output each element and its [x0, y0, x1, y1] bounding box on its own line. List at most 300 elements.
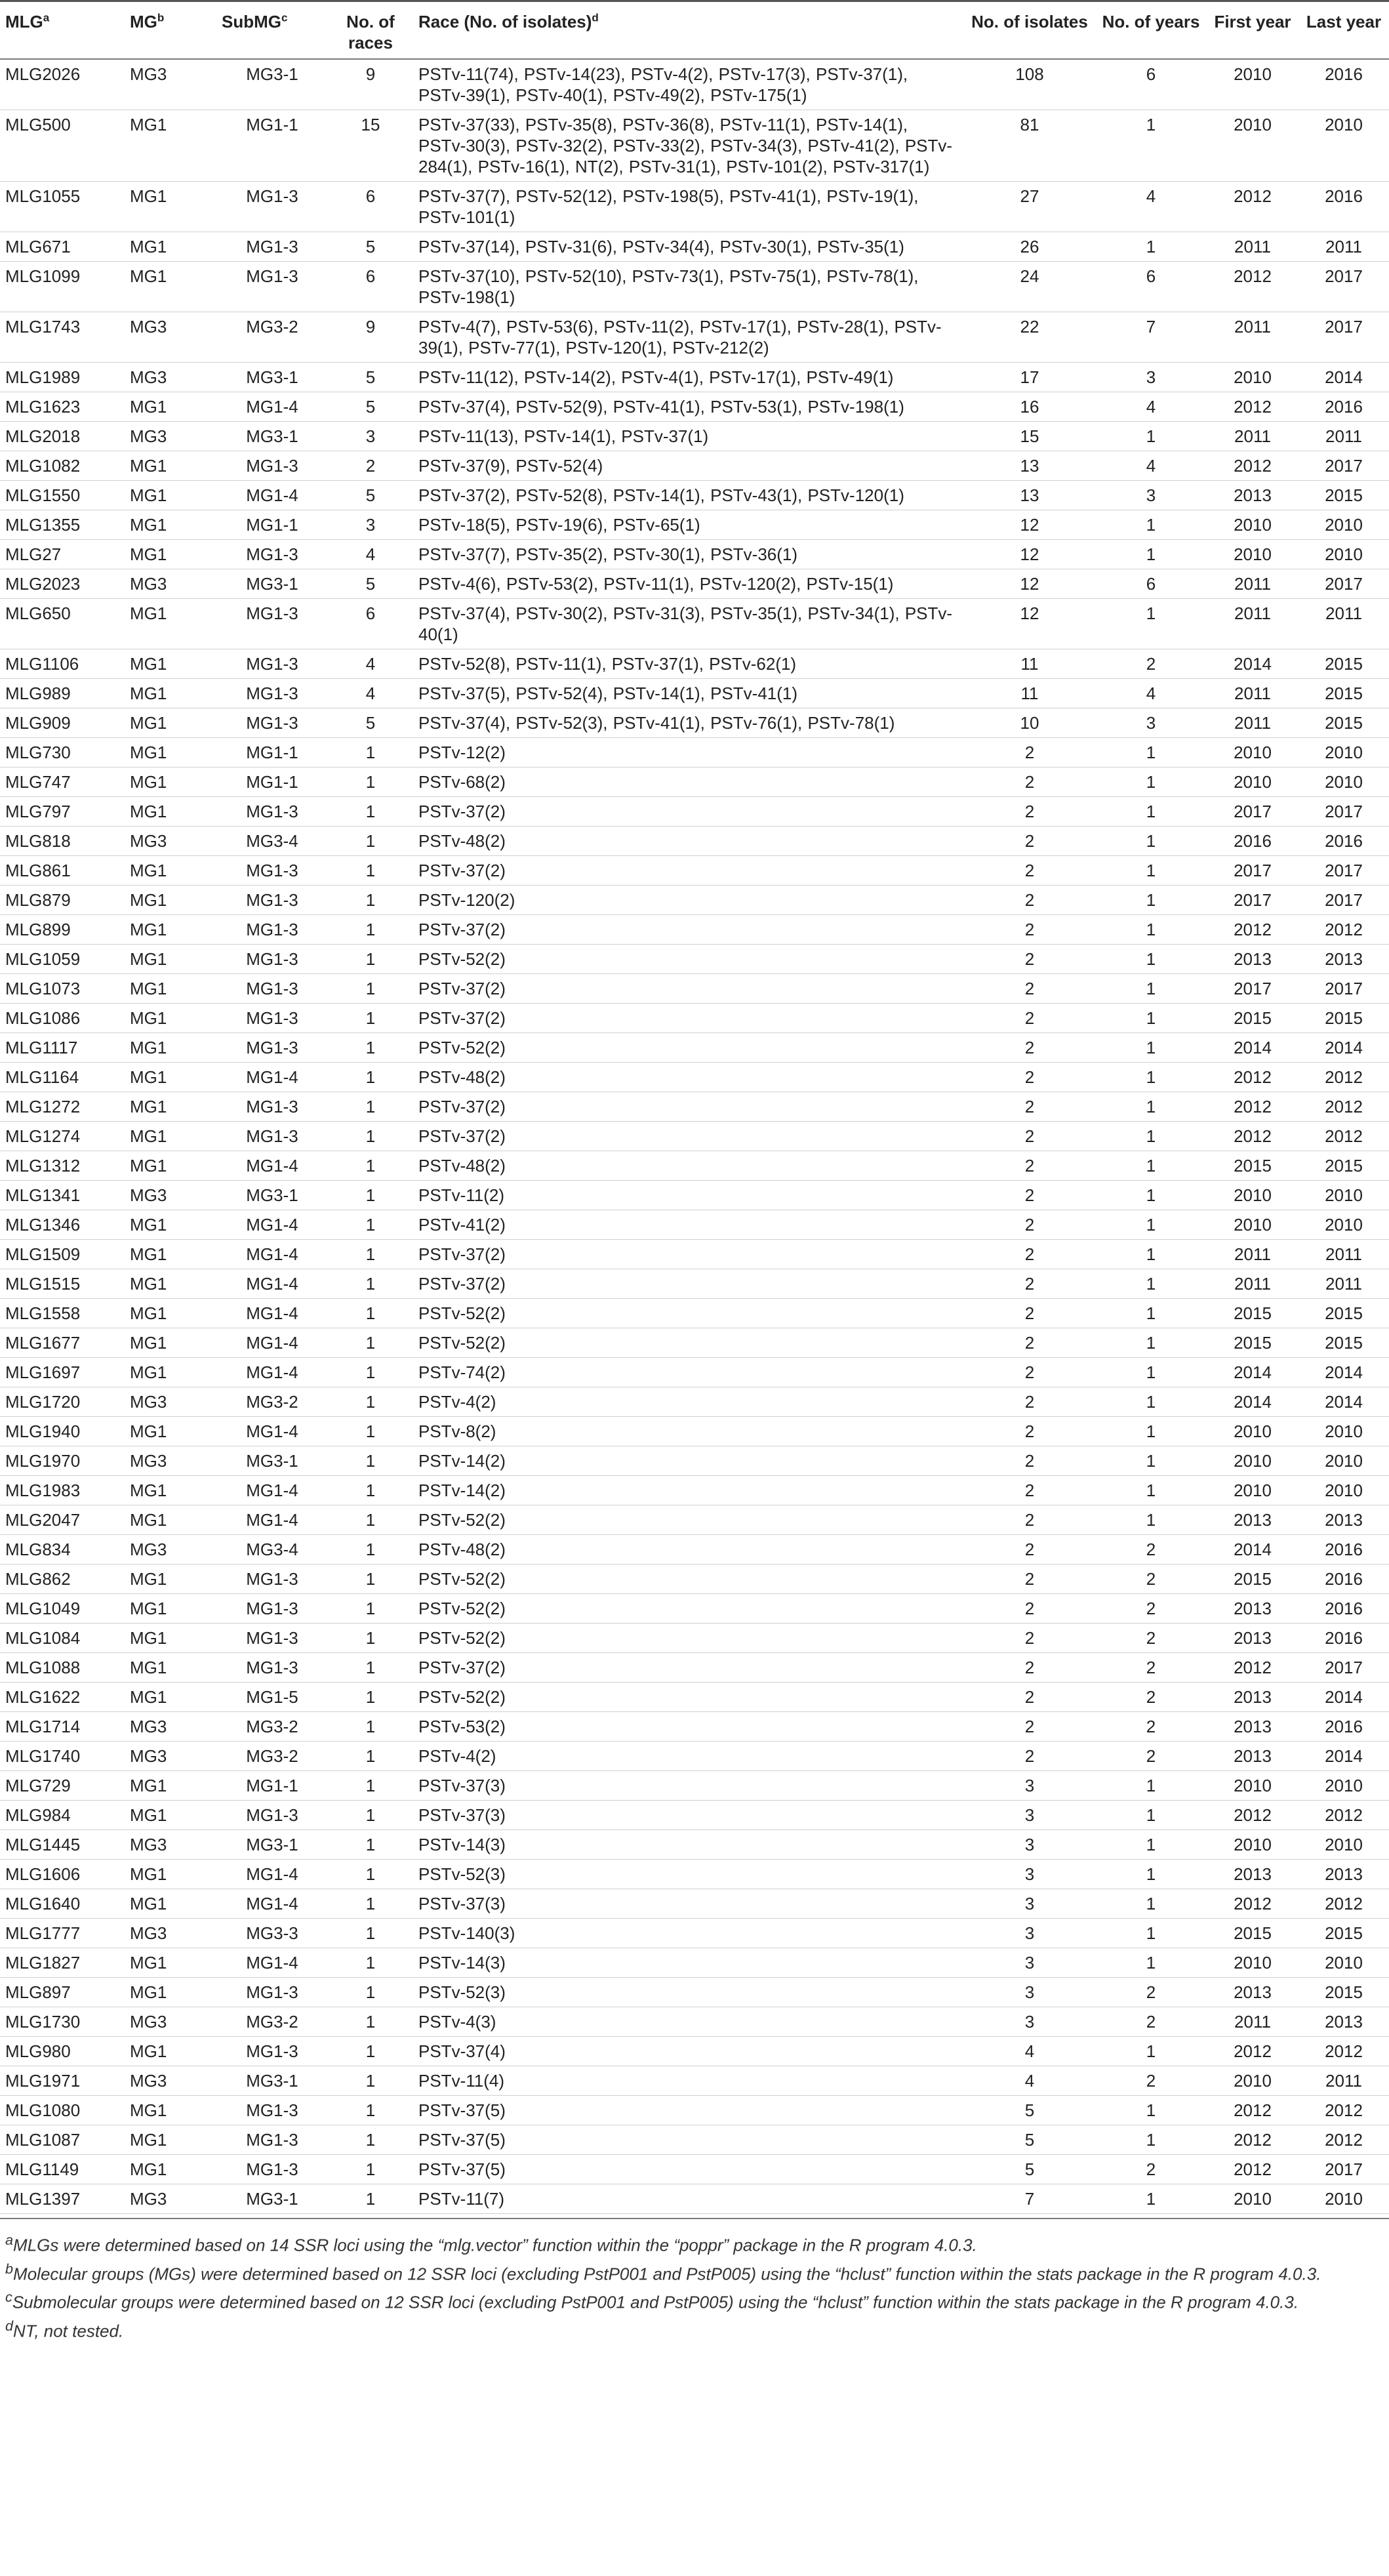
cell-first-year: 2010	[1207, 1771, 1298, 1801]
cell-mg: MG1	[125, 649, 216, 679]
cell-no-of-years: 1	[1095, 1122, 1207, 1151]
cell-no-of-years: 3	[1095, 363, 1207, 392]
cell-submg: MG1-1	[216, 738, 328, 767]
cell-last-year: 2010	[1298, 1181, 1389, 1210]
cell-race: PSTv-53(2)	[413, 1712, 964, 1742]
cell-first-year: 2013	[1207, 1624, 1298, 1653]
cell-mlg: MLG1989	[0, 363, 125, 392]
table-row	[0, 1830, 1389, 1860]
cell-last-year: 2016	[1298, 1712, 1389, 1742]
header-race: Race (No. of isolates)$^d$	[413, 1, 964, 60]
cell-no-of-years: 1	[1095, 1889, 1207, 1919]
cell-first-year: 2013	[1207, 1860, 1298, 1889]
cell-mg: MG1	[125, 481, 216, 510]
cell-mg: MG1	[125, 679, 216, 708]
cell-race: PSTv-52(2)	[413, 1328, 964, 1358]
header-no-of-isolates: No. of isolates	[964, 1, 1095, 60]
cell-submg: MG1-3	[216, 856, 328, 886]
cell-last-year: 2014	[1298, 363, 1389, 392]
cell-no-of-races: 1	[328, 1594, 413, 1624]
cell-submg: MG1-3	[216, 679, 328, 708]
cell-submg: MG1-3	[216, 599, 328, 649]
cell-submg: MG3-3	[216, 1919, 328, 1948]
cell-mg: MG3	[125, 1830, 216, 1860]
cell-race: PSTv-52(2)	[413, 1033, 964, 1063]
cell-mlg: MLG862	[0, 1564, 125, 1594]
table-row	[0, 1919, 1389, 1948]
cell-no-of-isolates: 2	[964, 1210, 1095, 1240]
cell-first-year: 2012	[1207, 1122, 1298, 1151]
cell-race: PSTv-11(2)	[413, 1181, 964, 1210]
cell-first-year: 2010	[1207, 1446, 1298, 1476]
cell-mg: MG3	[125, 1535, 216, 1564]
table-row	[0, 1446, 1389, 1476]
cell-mlg: MLG1312	[0, 1151, 125, 1181]
cell-no-of-races: 4	[328, 649, 413, 679]
cell-mlg: MLG1940	[0, 1417, 125, 1446]
table-row	[0, 1387, 1389, 1417]
cell-last-year: 2010	[1298, 110, 1389, 182]
cell-mg: MG1	[125, 1889, 216, 1919]
table-row	[0, 2066, 1389, 2096]
cell-last-year: 2016	[1298, 392, 1389, 422]
cell-first-year: 2012	[1207, 2125, 1298, 2155]
cell-mg: MG1	[125, 2037, 216, 2066]
cell-race: PSTv-37(7), PSTv-52(12), PSTv-198(5), PSTv-41(1), PSTv-19(1), PSTv-101(1)	[413, 182, 964, 232]
cell-no-of-isolates: 2	[964, 1151, 1095, 1181]
cell-no-of-races: 2	[328, 451, 413, 481]
cell-no-of-isolates: 2	[964, 1387, 1095, 1417]
cell-mlg: MLG2018	[0, 422, 125, 451]
cell-no-of-isolates: 12	[964, 510, 1095, 540]
cell-mg: MG3	[125, 422, 216, 451]
cell-no-of-races: 1	[328, 856, 413, 886]
cell-submg: MG1-3	[216, 708, 328, 738]
cell-first-year: 2010	[1207, 1181, 1298, 1210]
cell-mlg: MLG1059	[0, 945, 125, 974]
cell-mlg: MLG730	[0, 738, 125, 767]
cell-first-year: 2014	[1207, 1033, 1298, 1063]
cell-no-of-races: 1	[328, 1446, 413, 1476]
cell-first-year: 2012	[1207, 2037, 1298, 2066]
cell-race: PSTv-37(2)	[413, 915, 964, 945]
cell-mlg: MLG1080	[0, 2096, 125, 2125]
cell-no-of-years: 2	[1095, 1564, 1207, 1594]
cell-no-of-isolates: 13	[964, 451, 1095, 481]
cell-race: PSTv-8(2)	[413, 1417, 964, 1446]
cell-no-of-races: 1	[328, 1948, 413, 1978]
table-row	[0, 1624, 1389, 1653]
cell-submg: MG3-4	[216, 1535, 328, 1564]
cell-first-year: 2010	[1207, 59, 1298, 110]
table-row	[0, 708, 1389, 738]
cell-no-of-years: 1	[1095, 1240, 1207, 1269]
table-row	[0, 2007, 1389, 2037]
cell-no-of-isolates: 3	[964, 1919, 1095, 1948]
cell-last-year: 2011	[1298, 2066, 1389, 2096]
cell-no-of-races: 1	[328, 1063, 413, 1092]
cell-last-year: 2014	[1298, 1387, 1389, 1417]
cell-last-year: 2012	[1298, 1889, 1389, 1919]
cell-race: PSTv-68(2)	[413, 767, 964, 797]
cell-first-year: 2011	[1207, 422, 1298, 451]
table-row	[0, 1889, 1389, 1919]
cell-first-year: 2011	[1207, 2007, 1298, 2037]
footnote-a: $^a$MLGs were determined based on 14 SSR loci using the “mlg.vector” function within the “poppr” package in the R program 4.0.3.	[5, 2232, 977, 2255]
cell-submg: MG3-1	[216, 1181, 328, 1210]
cell-race: PSTv-11(7)	[413, 2184, 964, 2214]
cell-race: PSTv-18(5), PSTv-19(6), PSTv-65(1)	[413, 510, 964, 540]
cell-mg: MG1	[125, 1860, 216, 1889]
cell-mg: MG1	[125, 1210, 216, 1240]
cell-no-of-races: 3	[328, 510, 413, 540]
cell-mg: MG1	[125, 915, 216, 945]
cell-mlg: MLG1106	[0, 649, 125, 679]
cell-mg: MG3	[125, 1181, 216, 1210]
cell-no-of-races: 3	[328, 422, 413, 451]
cell-first-year: 2011	[1207, 232, 1298, 262]
cell-submg: MG1-3	[216, 1801, 328, 1830]
cell-no-of-isolates: 2	[964, 1742, 1095, 1771]
cell-race: PSTv-4(3)	[413, 2007, 964, 2037]
cell-first-year: 2016	[1207, 827, 1298, 856]
cell-mlg: MLG1117	[0, 1033, 125, 1063]
cell-mg: MG3	[125, 1919, 216, 1948]
cell-race: PSTv-37(2)	[413, 1122, 964, 1151]
cell-no-of-isolates: 2	[964, 915, 1095, 945]
cell-no-of-isolates: 81	[964, 110, 1095, 182]
cell-submg: MG1-4	[216, 392, 328, 422]
cell-submg: MG1-5	[216, 1683, 328, 1712]
cell-first-year: 2012	[1207, 262, 1298, 312]
cell-mg: MG1	[125, 1683, 216, 1712]
cell-race: PSTv-14(2)	[413, 1476, 964, 1505]
cell-last-year: 2017	[1298, 2155, 1389, 2184]
cell-last-year: 2011	[1298, 232, 1389, 262]
cell-no-of-races: 5	[328, 569, 413, 599]
table-row	[0, 1535, 1389, 1564]
cell-race: PSTv-11(13), PSTv-14(1), PSTv-37(1)	[413, 422, 964, 451]
cell-no-of-races: 1	[328, 1978, 413, 2007]
table-row	[0, 110, 1389, 182]
cell-mg: MG1	[125, 886, 216, 915]
cell-mlg: MLG1730	[0, 2007, 125, 2037]
cell-no-of-races: 1	[328, 2125, 413, 2155]
cell-submg: MG1-3	[216, 1122, 328, 1151]
cell-mg: MG1	[125, 2155, 216, 2184]
cell-submg: MG3-2	[216, 1712, 328, 1742]
cell-no-of-races: 1	[328, 1269, 413, 1299]
cell-no-of-races: 9	[328, 312, 413, 363]
cell-submg: MG1-3	[216, 2125, 328, 2155]
cell-submg: MG1-3	[216, 1978, 328, 2007]
cell-mg: MG1	[125, 1476, 216, 1505]
cell-no-of-races: 1	[328, 2007, 413, 2037]
cell-mlg: MLG1073	[0, 974, 125, 1004]
cell-race: PSTv-37(2)	[413, 797, 964, 827]
cell-submg: MG1-4	[216, 1860, 328, 1889]
cell-no-of-races: 1	[328, 1771, 413, 1801]
cell-no-of-races: 1	[328, 1417, 413, 1446]
cell-mg: MG1	[125, 1092, 216, 1122]
cell-race: PSTv-48(2)	[413, 1151, 964, 1181]
cell-submg: MG3-1	[216, 59, 328, 110]
cell-last-year: 2012	[1298, 1801, 1389, 1830]
table-row	[0, 2037, 1389, 2066]
cell-race: PSTv-4(6), PSTv-53(2), PSTv-11(1), PSTv-120(2), PSTv-15(1)	[413, 569, 964, 599]
cell-mlg: MLG1086	[0, 1004, 125, 1033]
cell-mlg: MLG980	[0, 2037, 125, 2066]
cell-first-year: 2012	[1207, 392, 1298, 422]
cell-last-year: 2016	[1298, 1594, 1389, 1624]
cell-mg: MG1	[125, 540, 216, 569]
cell-submg: MG3-1	[216, 422, 328, 451]
cell-race: PSTv-52(2)	[413, 1683, 964, 1712]
cell-submg: MG1-3	[216, 2096, 328, 2125]
cell-race: PSTv-52(2)	[413, 1594, 964, 1624]
cell-mg: MG1	[125, 767, 216, 797]
cell-last-year: 2010	[1298, 1476, 1389, 1505]
cell-last-year: 2010	[1298, 738, 1389, 767]
cell-submg: MG1-3	[216, 182, 328, 232]
cell-race: PSTv-37(2)	[413, 1653, 964, 1683]
table-row	[0, 1978, 1389, 2007]
cell-race: PSTv-14(3)	[413, 1948, 964, 1978]
cell-race: PSTv-52(2)	[413, 1505, 964, 1535]
table-row	[0, 312, 1389, 363]
cell-no-of-isolates: 5	[964, 2096, 1095, 2125]
cell-mg: MG1	[125, 1653, 216, 1683]
cell-race: PSTv-37(4), PSTv-30(2), PSTv-31(3), PSTv-35(1), PSTv-34(1), PSTv-40(1)	[413, 599, 964, 649]
cell-no-of-isolates: 2	[964, 1269, 1095, 1299]
cell-mlg: MLG1720	[0, 1387, 125, 1417]
cell-no-of-races: 1	[328, 1122, 413, 1151]
cell-mg: MG1	[125, 1564, 216, 1594]
cell-mlg: MLG2026	[0, 59, 125, 110]
table-row	[0, 1417, 1389, 1446]
table-row	[0, 767, 1389, 797]
cell-no-of-isolates: 27	[964, 182, 1095, 232]
cell-no-of-isolates: 2	[964, 1683, 1095, 1712]
cell-last-year: 2013	[1298, 1860, 1389, 1889]
table-row	[0, 1269, 1389, 1299]
table-row	[0, 1299, 1389, 1328]
cell-last-year: 2015	[1298, 1004, 1389, 1033]
cell-mg: MG1	[125, 2125, 216, 2155]
table-row	[0, 1564, 1389, 1594]
cell-mg: MG1	[125, 1063, 216, 1092]
cell-no-of-races: 4	[328, 540, 413, 569]
cell-no-of-races: 1	[328, 1535, 413, 1564]
cell-mg: MG3	[125, 1742, 216, 1771]
cell-mlg: MLG747	[0, 767, 125, 797]
cell-last-year: 2015	[1298, 1919, 1389, 1948]
cell-no-of-years: 2	[1095, 649, 1207, 679]
cell-no-of-races: 1	[328, 1564, 413, 1594]
cell-last-year: 2016	[1298, 59, 1389, 110]
table-row	[0, 679, 1389, 708]
cell-last-year: 2017	[1298, 886, 1389, 915]
cell-no-of-years: 1	[1095, 232, 1207, 262]
cell-no-of-isolates: 2	[964, 856, 1095, 886]
cell-submg: MG1-1	[216, 767, 328, 797]
cell-race: PSTv-37(3)	[413, 1801, 964, 1830]
table-row	[0, 1328, 1389, 1358]
cell-mlg: MLG1743	[0, 312, 125, 363]
cell-no-of-isolates: 2	[964, 886, 1095, 915]
cell-mg: MG1	[125, 451, 216, 481]
cell-mlg: MLG1082	[0, 451, 125, 481]
cell-mlg: MLG1677	[0, 1328, 125, 1358]
cell-first-year: 2013	[1207, 481, 1298, 510]
cell-mlg: MLG27	[0, 540, 125, 569]
cell-mlg: MLG671	[0, 232, 125, 262]
cell-submg: MG1-4	[216, 481, 328, 510]
cell-last-year: 2017	[1298, 569, 1389, 599]
cell-no-of-races: 6	[328, 182, 413, 232]
cell-mlg: MLG1272	[0, 1092, 125, 1122]
cell-mg: MG1	[125, 1771, 216, 1801]
cell-no-of-years: 1	[1095, 1476, 1207, 1505]
cell-no-of-isolates: 2	[964, 1358, 1095, 1387]
table-row	[0, 1594, 1389, 1624]
cell-first-year: 2010	[1207, 767, 1298, 797]
cell-no-of-isolates: 2	[964, 1653, 1095, 1683]
cell-race: PSTv-37(2)	[413, 1269, 964, 1299]
cell-last-year: 2010	[1298, 1446, 1389, 1476]
cell-no-of-races: 1	[328, 1624, 413, 1653]
table-row	[0, 1151, 1389, 1181]
cell-first-year: 2012	[1207, 2155, 1298, 2184]
table-row	[0, 1860, 1389, 1889]
cell-mlg: MLG1274	[0, 1122, 125, 1151]
cell-no-of-years: 6	[1095, 59, 1207, 110]
cell-last-year: 2017	[1298, 1653, 1389, 1683]
header-mg: $MG^b$	[125, 1, 216, 60]
cell-no-of-years: 1	[1095, 1860, 1207, 1889]
cell-race: PSTv-37(2)	[413, 1240, 964, 1269]
cell-mg: MG1	[125, 1299, 216, 1328]
cell-no-of-isolates: 10	[964, 708, 1095, 738]
cell-mlg: MLG1049	[0, 1594, 125, 1624]
cell-no-of-races: 1	[328, 1092, 413, 1122]
cell-no-of-isolates: 2	[964, 1476, 1095, 1505]
table-row	[0, 1240, 1389, 1269]
cell-first-year: 2010	[1207, 510, 1298, 540]
table-row	[0, 182, 1389, 232]
cell-no-of-isolates: 15	[964, 422, 1095, 451]
cell-no-of-years: 1	[1095, 1830, 1207, 1860]
cell-submg: MG3-1	[216, 2066, 328, 2096]
cell-mg: MG3	[125, 1446, 216, 1476]
cell-mg: MG1	[125, 392, 216, 422]
cell-mlg: MLG1623	[0, 392, 125, 422]
cell-mlg: MLG1622	[0, 1683, 125, 1712]
cell-no-of-races: 1	[328, 1505, 413, 1535]
table-row	[0, 599, 1389, 649]
cell-no-of-isolates: 13	[964, 481, 1095, 510]
cell-race: PSTv-37(33), PSTv-35(8), PSTv-36(8), PSTv-11(1), PSTv-14(1), PSTv-30(3), PSTv-32(2), PSTv-33(2), PSTv-34(3), PSTv-41(2), PSTv-284(1), PSTv-16(1), NT(2), PSTv-31(1), PSTv-101(2), PSTv-317(1)	[413, 110, 964, 182]
cell-first-year: 2012	[1207, 1653, 1298, 1683]
cell-no-of-years: 1	[1095, 1092, 1207, 1122]
cell-last-year: 2016	[1298, 1564, 1389, 1594]
cell-last-year: 2011	[1298, 422, 1389, 451]
cell-no-of-isolates: 5	[964, 2155, 1095, 2184]
cell-last-year: 2015	[1298, 679, 1389, 708]
cell-first-year: 2010	[1207, 540, 1298, 569]
cell-no-of-races: 1	[328, 1004, 413, 1033]
cell-mg: MG3	[125, 2007, 216, 2037]
cell-submg: MG1-3	[216, 1564, 328, 1594]
cell-mg: MG1	[125, 974, 216, 1004]
cell-no-of-years: 3	[1095, 708, 1207, 738]
cell-last-year: 2015	[1298, 649, 1389, 679]
table-row	[0, 1742, 1389, 1771]
cell-mlg: MLG984	[0, 1801, 125, 1830]
cell-race: PSTv-37(2)	[413, 974, 964, 1004]
cell-mlg: MLG834	[0, 1535, 125, 1564]
cell-race: PSTv-52(2)	[413, 1299, 964, 1328]
cell-first-year: 2012	[1207, 2096, 1298, 2125]
cell-race: PSTv-48(2)	[413, 827, 964, 856]
header-first-year: First year	[1207, 1, 1298, 60]
cell-mg: MG3	[125, 59, 216, 110]
cell-race: PSTv-11(4)	[413, 2066, 964, 2096]
cell-no-of-races: 1	[328, 1801, 413, 1830]
cell-race: PSTv-37(2)	[413, 856, 964, 886]
cell-no-of-years: 3	[1095, 481, 1207, 510]
cell-submg: MG3-2	[216, 1742, 328, 1771]
cell-last-year: 2017	[1298, 856, 1389, 886]
cell-first-year: 2010	[1207, 2184, 1298, 2214]
cell-submg: MG1-4	[216, 1151, 328, 1181]
cell-mg: MG1	[125, 232, 216, 262]
cell-no-of-isolates: 2	[964, 1624, 1095, 1653]
cell-no-of-isolates: 2	[964, 1004, 1095, 1033]
cell-no-of-years: 1	[1095, 767, 1207, 797]
cell-no-of-isolates: 4	[964, 2066, 1095, 2096]
cell-mlg: MLG1777	[0, 1919, 125, 1948]
cell-submg: MG1-3	[216, 1624, 328, 1653]
cell-no-of-isolates: 4	[964, 2037, 1095, 2066]
cell-mg: MG1	[125, 1594, 216, 1624]
cell-submg: MG3-1	[216, 363, 328, 392]
cell-race: PSTv-4(7), PSTv-53(6), PSTv-11(2), PSTv-17(1), PSTv-28(1), PSTv-39(1), PSTv-77(1), PSTv-120(1), PSTv-212(2)	[413, 312, 964, 363]
cell-race: PSTv-41(2)	[413, 1210, 964, 1240]
cell-mlg: MLG1099	[0, 262, 125, 312]
cell-mg: MG1	[125, 797, 216, 827]
cell-mg: MG3	[125, 2066, 216, 2096]
table-row	[0, 945, 1389, 974]
cell-last-year: 2013	[1298, 945, 1389, 974]
cell-mlg: MLG1346	[0, 1210, 125, 1240]
cell-race: PSTv-37(3)	[413, 1889, 964, 1919]
table-row	[0, 2184, 1389, 2214]
cell-mlg: MLG818	[0, 827, 125, 856]
cell-submg: MG1-4	[216, 1948, 328, 1978]
cell-mlg: MLG500	[0, 110, 125, 182]
cell-submg: MG1-4	[216, 1210, 328, 1240]
cell-last-year: 2015	[1298, 708, 1389, 738]
cell-mlg: MLG1550	[0, 481, 125, 510]
cell-race: PSTv-37(5)	[413, 2096, 964, 2125]
table-header	[0, 1, 1389, 60]
cell-no-of-races: 1	[328, 2096, 413, 2125]
cell-no-of-isolates: 3	[964, 1801, 1095, 1830]
cell-mg: MG1	[125, 1151, 216, 1181]
table-row	[0, 1063, 1389, 1092]
cell-mg: MG1	[125, 2096, 216, 2125]
